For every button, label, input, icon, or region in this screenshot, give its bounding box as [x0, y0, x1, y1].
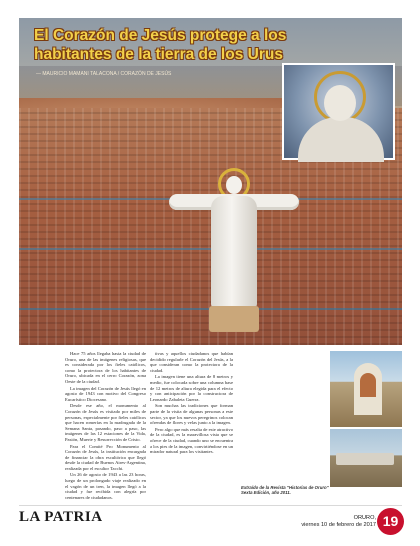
inset-photo-statue-closeup [282, 63, 395, 160]
paragraph: Desde ese año, el monumento al Corazón de Jesús es visitado por miles de personas, especialmente por fieles católicos que hacen romerías en la madrugada de la Semana Santa, pasando, paso a paso, las imágenes de las 12 estaciones de la Vida, Pasión, Muerte y Resurrección de Cristo. [65, 403, 146, 442]
inset-face [324, 85, 356, 121]
article-byline: — MAURICIO MAMANI TALACONA / CORAZÓN DE JESÚS [36, 71, 172, 77]
dateline-city: ORURO, [353, 515, 376, 521]
paragraph: La imagen del Corazón de Jesús llegó en agosto de 1943 con motivo del Congreso Eucarístico Diocesano. [65, 385, 146, 402]
paragraph: Hace 75 años llegaba hasta la ciudad de Oruro, una de las imágenes religiosas, que es considerada por los fieles católicos, como la protectora de los habitantes de Oruro, ubicada en el cerro Corazón, zona Oeste de la ciudad. [65, 351, 146, 384]
paragraph: Un 26 de agosto de 1943 a las 23 horas, luego de un prolongado viaje realizado en el vagón de un tren, la imagen llegó a la ciudad y fue recibida con alegría por centenares de ciudadanos. [65, 472, 146, 500]
dateline [296, 515, 376, 528]
paragraph: Para el Comité Pro Monumento al Corazón de Jesús, la institución encargada de financiar la obra escultórica que llegó desde la ciudad de Buenos Aires-Argentina, realizada por el escultor Tacchi. [65, 443, 146, 471]
paragraph: tivas y aquellos ciudadanos que habían decidido regularle el Corazón del Jesús, a la que consideran como la protectora de la ciudad. [150, 351, 233, 373]
paragraph: La imagen tiene una altura de 8 metros y medio, fue colocada sobre una columna base de 12 metros de altura elegida para el efecto y con anticipación por la constructora de Leonardo Zabaleta Guerra. [150, 374, 233, 402]
article-headline: El Corazón de Jesús protege a los habitantes de la tierra de los Urus [34, 27, 287, 63]
page-number-badge: 19 [377, 508, 404, 535]
photo-caption: Extraído de la Revista "Historias de Oruro" Sexta Edición, año 2011. [241, 485, 329, 496]
statue-head [226, 176, 242, 194]
stone-wall [336, 453, 394, 465]
monument-photo [330, 351, 402, 427]
newspaper-masthead: LA PATRIA [19, 509, 103, 525]
landscape-photo [330, 429, 402, 487]
statue-pedestal [209, 306, 259, 332]
dateline-date: viernes 10 de febrero de 2017 [301, 521, 376, 528]
christ-statue [169, 168, 299, 333]
statue-robe [211, 196, 257, 308]
article-column-2 [150, 351, 233, 496]
inset-body [298, 117, 384, 162]
paragraph: Pero algo que más resalta de este atractivo de la ciudad, es la maravillosa vista que se ofrece de la ciudad, cuando uno se encuentra a los pies de la imagen, convirtiéndose en un mirador natural para los visitantes. [150, 426, 233, 455]
paragraph: Son muchas las tradiciones que forman parte de la visita de algunas personas a este sector, ya que los nuevos peregrinos colocan ofrendas de flores y velas junto a la imagen. [150, 403, 233, 426]
footer-rule [19, 505, 402, 506]
article-column-1 [65, 351, 146, 500]
shrine-niche [360, 373, 376, 397]
